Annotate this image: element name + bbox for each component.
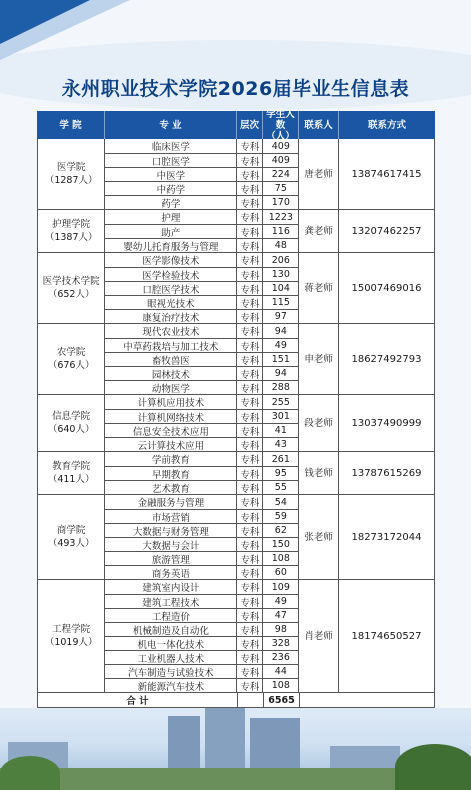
count-cell: 43	[263, 438, 299, 451]
level-cell: 专科	[237, 524, 263, 537]
major-cell: 艺术教育	[105, 481, 237, 494]
major-cell: 学前教育	[105, 452, 237, 466]
level-cell: 专科	[237, 410, 263, 423]
table-row	[105, 324, 299, 338]
count-cell: 328	[263, 637, 299, 650]
count-cell: 104	[263, 282, 299, 295]
table-row	[105, 437, 299, 451]
major-cell: 旅游管理	[105, 552, 237, 565]
level-cell: 专科	[237, 154, 263, 167]
count-cell: 98	[263, 623, 299, 636]
header-college: 学 院	[37, 111, 105, 139]
count-cell: 224	[263, 168, 299, 181]
college-total: （640人）	[47, 424, 95, 435]
major-rows	[105, 253, 299, 323]
college-group	[37, 452, 435, 495]
college-cell	[38, 395, 105, 451]
major-cell: 市场营销	[105, 510, 237, 523]
level-cell: 专科	[237, 424, 263, 437]
level-cell: 专科	[237, 339, 263, 352]
major-cell: 金融服务与管理	[105, 495, 237, 509]
major-cell: 机械制造及自动化	[105, 623, 237, 636]
table-row	[105, 678, 299, 692]
college-group	[37, 253, 435, 324]
major-cell: 早期教育	[105, 467, 237, 480]
table-row	[105, 664, 299, 678]
major-cell: 计算机应用技术	[105, 395, 237, 409]
table-row	[105, 153, 299, 167]
contact-person: 张老师	[299, 495, 339, 579]
level-cell: 专科	[237, 438, 263, 451]
level-cell: 专科	[237, 239, 263, 252]
count-cell: 170	[263, 196, 299, 209]
contact-phone: 13207462257	[351, 225, 422, 237]
major-cell: 工业机器人技术	[105, 651, 237, 664]
contact-phone: 18174650527	[351, 630, 422, 642]
major-cell: 药学	[105, 196, 237, 209]
major-rows	[105, 495, 299, 579]
major-cell: 信息安全技术应用	[105, 424, 237, 437]
level-cell: 专科	[237, 324, 263, 338]
college-name: 农学院	[56, 347, 86, 358]
level-cell: 专科	[237, 651, 263, 664]
table-row	[105, 281, 299, 295]
count-cell: 108	[263, 679, 299, 692]
table-row	[105, 423, 299, 437]
total-level-blank	[238, 693, 264, 707]
major-cell: 临床医学	[105, 139, 237, 153]
table-row	[105, 181, 299, 195]
college-name: 教育学院	[52, 461, 91, 472]
count-cell: 54	[263, 495, 299, 509]
major-cell: 口腔医学	[105, 154, 237, 167]
college-group	[37, 210, 435, 253]
level-cell: 专科	[237, 182, 263, 195]
major-cell: 建筑室内设计	[105, 580, 237, 594]
college-cell	[38, 253, 105, 323]
level-cell: 专科	[237, 296, 263, 309]
major-cell: 商务英语	[105, 566, 237, 579]
count-cell: 150	[263, 538, 299, 551]
level-cell: 专科	[237, 665, 263, 678]
header-major: 专 业	[105, 111, 237, 139]
table-row	[105, 523, 299, 537]
college-cell	[38, 324, 105, 394]
header-count-line2: （人）	[266, 130, 295, 142]
contact-person: 申老师	[299, 324, 339, 394]
total-blank	[300, 693, 434, 707]
college-group	[37, 495, 435, 580]
count-cell: 48	[263, 239, 299, 252]
count-cell: 206	[263, 253, 299, 267]
major-rows	[105, 210, 299, 252]
major-rows	[105, 324, 299, 394]
table-row	[105, 636, 299, 650]
contact-person: 钱老师	[299, 452, 339, 494]
major-cell: 护理	[105, 210, 237, 224]
total-row	[37, 693, 435, 708]
level-cell: 专科	[237, 139, 263, 153]
count-cell: 409	[263, 139, 299, 153]
level-cell: 专科	[237, 623, 263, 636]
college-cell	[38, 210, 105, 252]
college-name: 医学技术学院	[42, 276, 100, 287]
college-name: 信息学院	[52, 411, 91, 422]
count-cell: 115	[263, 296, 299, 309]
major-cell: 园林技术	[105, 367, 237, 380]
page-title: 永州职业技术学院2026届毕业生信息表	[61, 78, 410, 100]
level-cell: 专科	[237, 225, 263, 238]
table-row	[105, 253, 299, 267]
college-total: （411人）	[47, 474, 95, 485]
major-cell: 动物医学	[105, 381, 237, 394]
major-cell: 中药学	[105, 182, 237, 195]
college-total: （493人）	[47, 538, 95, 549]
count-cell: 47	[263, 609, 299, 622]
level-cell: 专科	[237, 210, 263, 224]
table-body	[37, 139, 435, 693]
level-cell: 专科	[237, 510, 263, 523]
count-cell: 255	[263, 395, 299, 409]
table-row	[105, 480, 299, 494]
college-total: （676人）	[47, 360, 95, 371]
table-header	[37, 108, 435, 142]
major-cell: 汽车制造与试验技术	[105, 665, 237, 678]
table-row	[105, 210, 299, 224]
level-cell: 专科	[237, 538, 263, 551]
count-cell: 49	[263, 339, 299, 352]
table-row	[105, 537, 299, 551]
tree-right	[395, 744, 471, 790]
table-row	[105, 139, 299, 153]
header-count	[263, 108, 299, 142]
table-row	[105, 495, 299, 509]
table-row	[105, 309, 299, 323]
level-cell: 专科	[237, 381, 263, 394]
table-row	[105, 466, 299, 480]
major-cell: 婴幼儿托育服务与管理	[105, 239, 237, 252]
college-total: （1287人）	[44, 175, 98, 186]
count-cell: 94	[263, 367, 299, 380]
table-row	[105, 267, 299, 281]
count-cell: 109	[263, 580, 299, 594]
level-cell: 专科	[237, 268, 263, 281]
major-rows	[105, 452, 299, 494]
count-cell: 151	[263, 353, 299, 366]
table-row	[105, 380, 299, 394]
level-cell: 专科	[237, 253, 263, 267]
level-cell: 专科	[237, 566, 263, 579]
total-count: 6565	[264, 693, 300, 707]
level-cell: 专科	[237, 481, 263, 494]
count-cell: 62	[263, 524, 299, 537]
graduate-info-table	[37, 108, 435, 708]
major-cell: 中草药栽培与加工技术	[105, 339, 237, 352]
major-cell: 大数据与财务管理	[105, 524, 237, 537]
contact-phone: 18627492793	[351, 353, 422, 365]
count-cell: 261	[263, 452, 299, 466]
count-cell: 97	[263, 310, 299, 323]
major-cell: 建筑工程技术	[105, 595, 237, 608]
tree-left	[0, 756, 60, 790]
major-cell: 工程造价	[105, 609, 237, 622]
table-row	[105, 509, 299, 523]
college-cell	[38, 139, 105, 209]
count-cell: 130	[263, 268, 299, 281]
level-cell: 专科	[237, 282, 263, 295]
major-cell: 中医学	[105, 168, 237, 181]
corner-decoration	[0, 0, 90, 44]
major-cell: 眼视光技术	[105, 296, 237, 309]
campus-photo	[0, 708, 471, 790]
contact-person: 唐老师	[299, 139, 339, 209]
level-cell: 专科	[237, 467, 263, 480]
college-total: （652人）	[47, 289, 95, 300]
header-count-line1: 学生人数	[266, 108, 295, 131]
contact-person: 蒋老师	[299, 253, 339, 323]
count-cell: 94	[263, 324, 299, 338]
college-cell	[38, 452, 105, 494]
level-cell: 专科	[237, 310, 263, 323]
level-cell: 专科	[237, 495, 263, 509]
major-cell: 医学检验技术	[105, 268, 237, 281]
contact-phone: 15007469016	[351, 282, 422, 294]
header-contact: 联系人	[299, 111, 339, 139]
contact-person: 龚老师	[299, 210, 339, 252]
level-cell: 专科	[237, 367, 263, 380]
college-name: 工程学院	[52, 624, 91, 635]
count-cell: 95	[263, 467, 299, 480]
college-total: （1019人）	[44, 637, 98, 648]
level-cell: 专科	[237, 637, 263, 650]
level-cell: 专科	[237, 452, 263, 466]
college-name: 医学院	[56, 162, 86, 173]
table-row	[105, 608, 299, 622]
table-row	[105, 395, 299, 409]
count-cell: 44	[263, 665, 299, 678]
count-cell: 60	[263, 566, 299, 579]
building-tower-3	[250, 718, 300, 772]
contact-person: 段老师	[299, 395, 339, 451]
contact-phone: 13874617415	[351, 168, 422, 180]
college-group	[37, 139, 435, 210]
total-label: 合 计	[38, 693, 238, 707]
major-cell: 畜牧兽医	[105, 353, 237, 366]
major-rows	[105, 580, 299, 692]
count-cell: 116	[263, 225, 299, 238]
major-cell: 医学影像技术	[105, 253, 237, 267]
table-row	[105, 650, 299, 664]
college-cell	[38, 580, 105, 692]
header-phone: 联系方式	[367, 119, 406, 131]
college-group	[37, 580, 435, 693]
contact-person: 肖老师	[299, 580, 339, 692]
table-row	[105, 580, 299, 594]
level-cell: 专科	[237, 552, 263, 565]
level-cell: 专科	[237, 609, 263, 622]
major-rows	[105, 395, 299, 451]
major-cell: 口腔医学技术	[105, 282, 237, 295]
major-cell: 计算机网络技术	[105, 410, 237, 423]
table-row	[105, 409, 299, 423]
count-cell: 1223	[263, 210, 299, 224]
table-row	[105, 452, 299, 466]
college-cell	[38, 495, 105, 579]
contact-phone: 13037490999	[351, 417, 422, 429]
major-cell: 机电一体化技术	[105, 637, 237, 650]
level-cell: 专科	[237, 580, 263, 594]
table-row	[105, 167, 299, 181]
count-cell: 49	[263, 595, 299, 608]
level-cell: 专科	[237, 196, 263, 209]
major-cell: 新能源汽车技术	[105, 679, 237, 692]
major-cell: 助产	[105, 225, 237, 238]
building-tower-2	[205, 708, 245, 772]
table-row	[105, 338, 299, 352]
building-tower-1	[168, 716, 200, 772]
major-cell: 云计算技术应用	[105, 438, 237, 451]
major-rows	[105, 139, 299, 209]
table-row	[105, 295, 299, 309]
contact-phone: 18273172044	[351, 531, 422, 543]
count-cell: 108	[263, 552, 299, 565]
major-cell: 现代农业技术	[105, 324, 237, 338]
count-cell: 41	[263, 424, 299, 437]
count-cell: 301	[263, 410, 299, 423]
level-cell: 专科	[237, 679, 263, 692]
header-level: 层次	[237, 111, 263, 139]
college-group	[37, 324, 435, 395]
major-cell: 康复治疗技术	[105, 310, 237, 323]
count-cell: 75	[263, 182, 299, 195]
college-total: （1387人）	[44, 232, 98, 243]
table-row	[105, 238, 299, 252]
college-group	[37, 395, 435, 452]
count-cell: 59	[263, 510, 299, 523]
table-row	[105, 366, 299, 380]
level-cell: 专科	[237, 168, 263, 181]
table-row	[105, 565, 299, 579]
contact-phone: 13787615269	[351, 467, 422, 479]
level-cell: 专科	[237, 395, 263, 409]
count-cell: 409	[263, 154, 299, 167]
college-name: 商学院	[56, 525, 86, 536]
table-row	[105, 551, 299, 565]
count-cell: 236	[263, 651, 299, 664]
college-name: 护理学院	[52, 219, 91, 230]
level-cell: 专科	[237, 353, 263, 366]
table-row	[105, 352, 299, 366]
count-cell: 288	[263, 381, 299, 394]
table-row	[105, 224, 299, 238]
table-row	[105, 195, 299, 209]
table-row	[105, 594, 299, 608]
major-cell: 大数据与会计	[105, 538, 237, 551]
table-row	[105, 622, 299, 636]
count-cell: 55	[263, 481, 299, 494]
level-cell: 专科	[237, 595, 263, 608]
